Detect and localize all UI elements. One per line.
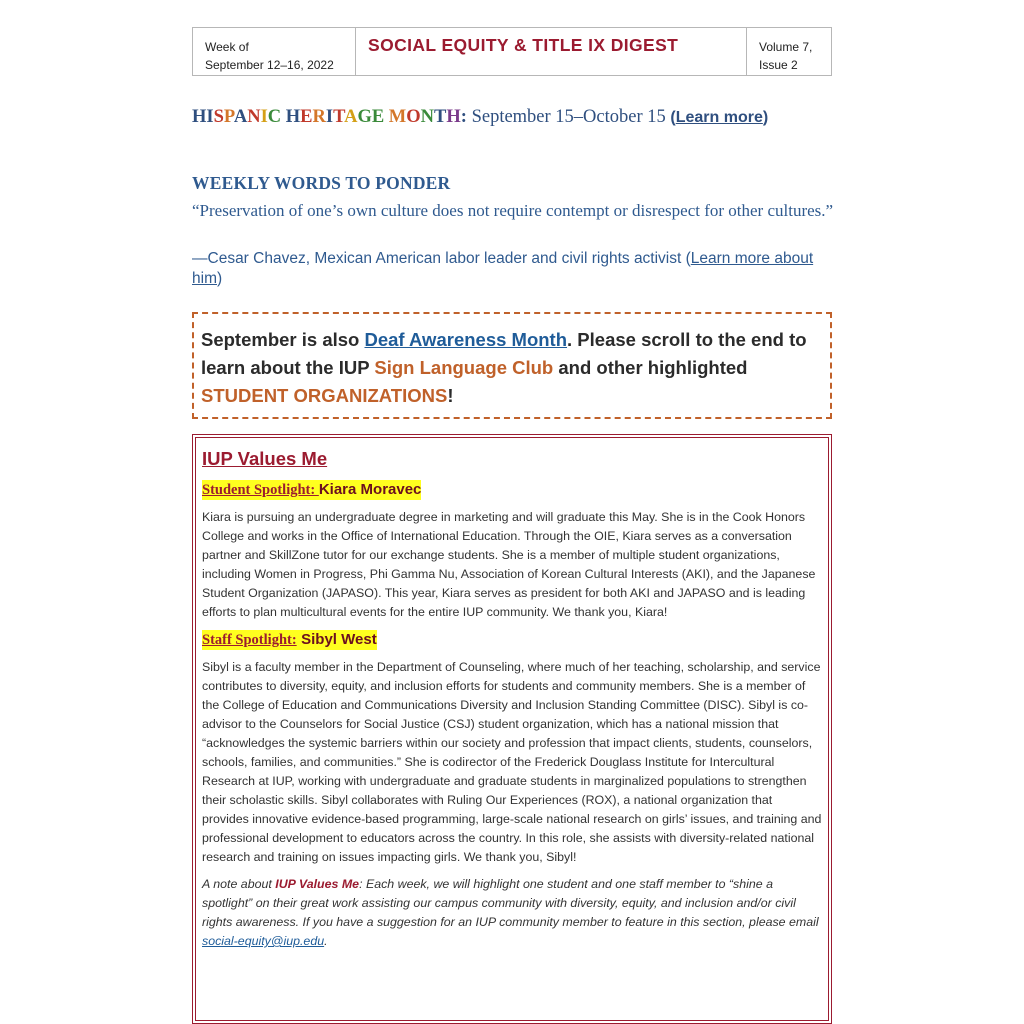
- header-table: [192, 27, 832, 76]
- attribution-learn-more-link[interactable]: Learn more about him: [192, 250, 814, 287]
- note-name: IUP Values Me: [275, 877, 360, 891]
- staff-spotlight-label: Staff Spotlight:: [202, 632, 297, 648]
- ponder-attribution: [192, 249, 837, 288]
- header-volume-cell: [747, 28, 831, 75]
- heritage-title-letter: I: [260, 107, 268, 127]
- deaf-awareness-box: [192, 312, 832, 419]
- header-week-cell: [193, 28, 356, 75]
- student-spotlight-text: Kiara is pursuing an undergraduate degree in marketing and will graduate this May. She is in the Cook Honors College and works in the Office of International Education. Through the OIE, Kiara serves as a conversation partner and SkillZone tutor for our exchange students. She is a member of multiple student organizations, including Women in Progress, Phi Gamma Nu, Association of Korean Cultural Interests (AKI), and the Japanese Student Organization (JAPASO). This year, Kiara serves as president for both AKI and JAPASO and is leading efforts to plan multicultural events for the entire IUP community. We thank you, Kiara!: [202, 510, 816, 619]
- staff-name: Sibyl West: [301, 631, 377, 648]
- deaf-text-3: and other highlighted: [553, 357, 748, 378]
- digest-title: SOCIAL EQUITY & TITLE IX DIGEST: [356, 28, 747, 75]
- heritage-title-letter: C: [267, 107, 282, 127]
- sign-language-club: Sign Language Club: [374, 357, 554, 378]
- student-organizations: STUDENT ORGANIZATIONS: [201, 385, 448, 406]
- student-spotlight-heading: [202, 480, 421, 500]
- week-label: Week of: [205, 40, 249, 54]
- attribution-text: —Cesar Chavez, Mexican American labor leader and civil rights activist (: [192, 250, 691, 267]
- iup-values-me-inner: [195, 437, 829, 1021]
- student-spotlight-label: Student Spotlight:: [202, 482, 319, 498]
- student-name: Kiara Moravec: [318, 481, 422, 498]
- staff-spotlight-heading: [202, 630, 377, 650]
- heritage-title-letter: R: [312, 107, 326, 127]
- deaf-awareness-link[interactable]: Deaf Awareness Month: [364, 329, 568, 350]
- heritage-title-letter: N: [420, 107, 435, 127]
- heritage-title-letter: I: [325, 107, 334, 127]
- heritage-learn-more-link[interactable]: Learn more: [675, 109, 763, 126]
- attribution-close: ): [216, 269, 223, 287]
- heritage-title-letter: T: [434, 107, 447, 127]
- heritage-title-letter: G: [357, 107, 372, 127]
- note-end: .: [324, 934, 328, 948]
- deaf-text-4: !: [447, 385, 454, 406]
- deaf-text-1: September is also: [201, 329, 365, 350]
- heritage-month-line: [192, 107, 852, 128]
- heritage-title-letter: H: [446, 107, 461, 127]
- heritage-title-letter: O: [406, 107, 421, 127]
- note-text: : Each week, we will highlight one student and one staff member to “shine a spotlight” on their great work assisting our campus community with diversity, equity, and inclusion and/or civil rights awareness. If you have a suggestion for an IUP community member to feature in this section, please email: [202, 877, 819, 929]
- deaf-text-2: . Please scroll to the end to learn about the IUP: [201, 329, 807, 378]
- heritage-title-letter: H: [285, 107, 301, 127]
- ponder-heading: WEEKLY WORDS TO PONDER: [192, 173, 451, 193]
- iup-values-me-box: [192, 434, 832, 1024]
- heritage-title-letter: S: [213, 107, 224, 127]
- heritage-title-letter: I: [206, 107, 214, 127]
- volume-label: Volume 7,: [759, 40, 813, 54]
- digest-page: [192, 27, 834, 948]
- heritage-title-letter: :: [460, 107, 467, 127]
- ponder-quote: “Preservation of one’s own culture does not require contempt or disrespect for other cultures.”: [192, 201, 834, 220]
- heritage-title-letter: N: [247, 107, 261, 127]
- heritage-open-paren: (: [670, 109, 676, 126]
- values-title: IUP Values Me: [202, 448, 328, 469]
- issue-label: Issue 2: [759, 58, 798, 72]
- heritage-title-letter: A: [344, 107, 358, 127]
- week-dates: September 12–16, 2022: [205, 58, 334, 72]
- heritage-title-letter: T: [333, 107, 345, 127]
- values-note: [202, 875, 822, 951]
- social-equity-email-link[interactable]: social-equity@iup.edu: [202, 934, 325, 948]
- note-pre: A note about: [202, 877, 276, 891]
- heritage-month-title: [192, 107, 467, 127]
- heritage-title-letter: E: [371, 107, 385, 127]
- heritage-title-letter: H: [192, 107, 207, 127]
- heritage-dates: September 15–October 15: [471, 107, 666, 127]
- heritage-title-letter: A: [233, 107, 248, 127]
- heritage-title-letter: P: [223, 107, 234, 127]
- heritage-title-letter: M: [388, 107, 407, 127]
- heritage-close-paren: ): [762, 109, 769, 126]
- staff-spotlight-text: Sibyl is a faculty member in the Department of Counseling, where much of her teaching, scholarship, and service contributes to diversity, equity, and inclusion efforts for students and community members. She is a member of the College of Education and Communications Diversity and Inclusion Standing Committee (DISC). Sibyl is co-advisor to the Counselors for Social Justice (CSJ) student organization, which has a national mission that “acknowledges the systemic barriers within our society and profession that impact clients, students, counselors, schools, families, and communities.” She is codirector of the Frederick Douglass Institute for Intercultural Research at IUP, working with undergraduate and graduate students in marginalized populations to strengthen their scholastic skills. Sibyl collaborates with Ruling Our Experiences (ROX), a national organization that provides innovative evidence-based programming, large-scale national research on girls’ issues, and training and professional development to educators across the country. In this role, she assists with diversity-related national research and training on issues impacting girls. We thank you, Sibyl!: [202, 660, 822, 864]
- heritage-title-letter: E: [300, 107, 313, 127]
